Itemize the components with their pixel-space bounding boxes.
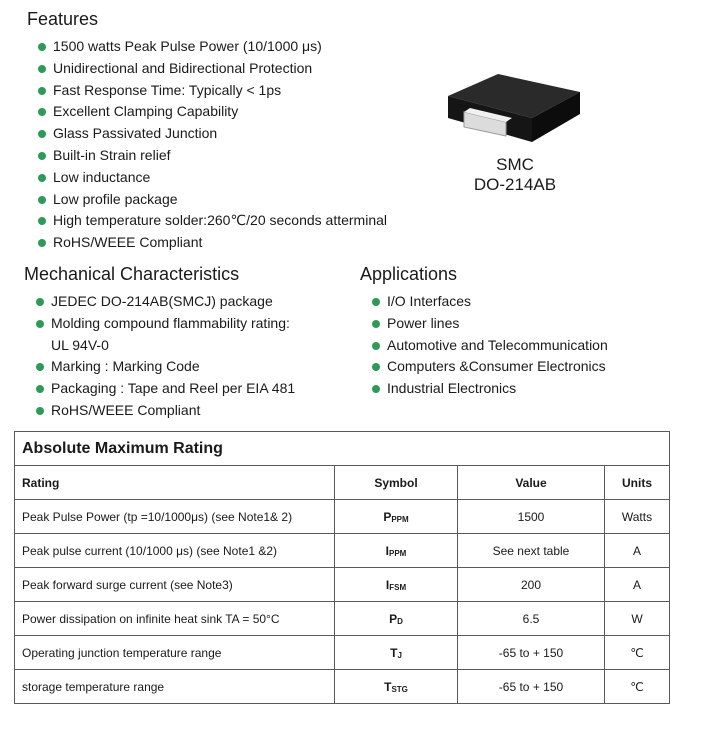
features-item: Low profile package [32, 189, 387, 211]
features-list [32, 36, 387, 254]
mechanical-item: Packaging : Tape and Reel per EIA 481 [30, 378, 295, 400]
units-cell: Watts [605, 500, 670, 534]
rating-cell: Peak Pulse Power (tp =10/1000μs) (see Note1& 2) [15, 500, 335, 534]
features-item: Glass Passivated Junction [32, 123, 387, 145]
symbol-cell: $P_D$ [335, 602, 458, 636]
bullet-icon [36, 407, 44, 415]
symbol-cell: $I_{FSM}$ [335, 568, 458, 602]
value-cell: -65 to + 150 [458, 670, 605, 704]
bullet-icon [372, 320, 380, 328]
mechanical-item: Molding compound flammability rating: [30, 313, 295, 335]
features-item: Fast Response Time: Typically < 1ps [32, 80, 387, 102]
features-heading: Features [27, 9, 99, 29]
value-cell: 1500 [458, 500, 605, 534]
table-header-row [15, 466, 670, 500]
features-item: Unidirectional and Bidirectional Protection [32, 58, 387, 80]
header-value: Value [458, 466, 605, 500]
applications-item: Power lines [366, 313, 608, 335]
units-cell: W [605, 602, 670, 636]
bullet-icon [372, 363, 380, 371]
bullet-icon [38, 43, 46, 51]
bullet-icon [38, 108, 46, 116]
symbol-cell: $T_J$ [335, 636, 458, 670]
features-item: Excellent Clamping Capability [32, 101, 387, 123]
applications-item: Computers &Consumer Electronics [366, 356, 608, 378]
rating-cell: Peak pulse current (10/1000 μs) (see Note1 &2) [15, 534, 335, 568]
features-item: RoHS/WEEE Compliant [32, 232, 387, 254]
bullet-icon [36, 363, 44, 371]
absolute-maximum-rating-table [14, 431, 670, 704]
applications-item: I/O Interfaces [366, 291, 608, 313]
units-cell: ℃ [605, 670, 670, 704]
package-label [440, 155, 590, 195]
table-row [15, 670, 670, 704]
rating-cell: Power dissipation on infinite heat sink TA = 50°C [15, 602, 335, 636]
bullet-icon [38, 217, 46, 225]
mechanical-item: JEDEC DO-214AB(SMCJ) package [30, 291, 295, 313]
mechanical-heading: Mechanical Characteristics [24, 264, 240, 284]
symbol-cell: $P_{PPM}$ [335, 500, 458, 534]
rating-cell: Peak forward surge current (see Note3) [15, 568, 335, 602]
value-cell: -65 to + 150 [458, 636, 605, 670]
bullet-icon [38, 239, 46, 247]
table-title: Absolute Maximum Rating [15, 432, 670, 466]
table-row [15, 534, 670, 568]
mechanical-list [30, 291, 295, 422]
bullet-icon [372, 298, 380, 306]
features-item: High temperature solder:260℃/20 seconds atterminal [32, 210, 387, 232]
bullet-icon [36, 385, 44, 393]
bullet-icon [372, 342, 380, 350]
symbol-cell: $T_{STG}$ [335, 670, 458, 704]
bullet-icon [372, 385, 380, 393]
value-cell: 6.5 [458, 602, 605, 636]
symbol-cell: $I_{PPM}$ [335, 534, 458, 568]
bullet-icon [36, 320, 44, 328]
units-cell: A [605, 534, 670, 568]
smc-package-icon [420, 70, 600, 150]
features-item: 1500 watts Peak Pulse Power (10/1000 μs) [32, 36, 387, 58]
value-cell: See next table [458, 534, 605, 568]
table-row [15, 602, 670, 636]
features-item: Low inductance [32, 167, 387, 189]
table-row [15, 568, 670, 602]
units-cell: A [605, 568, 670, 602]
units-cell: ℃ [605, 636, 670, 670]
header-units: Units [605, 466, 670, 500]
applications-item: Automotive and Telecommunication [366, 335, 608, 357]
header-rating: Rating [15, 466, 335, 500]
package-code: DO-214AB [473, 175, 557, 194]
applications-heading: Applications [360, 264, 458, 284]
applications-item: Industrial Electronics [366, 378, 608, 400]
package-name: SMC [496, 155, 534, 174]
bullet-icon [38, 152, 46, 160]
rating-cell: Operating junction temperature range [15, 636, 335, 670]
bullet-icon [36, 298, 44, 306]
mechanical-item: Marking : Marking Code [30, 356, 295, 378]
applications-list [366, 291, 608, 400]
rating-cell: storage temperature range [15, 670, 335, 704]
features-item: Built-in Strain relief [32, 145, 387, 167]
mechanical-item: UL 94V-0 [51, 336, 109, 353]
value-cell: 200 [458, 568, 605, 602]
bullet-icon [38, 130, 46, 138]
bullet-icon [38, 65, 46, 73]
mechanical-item: RoHS/WEEE Compliant [30, 400, 295, 422]
bullet-icon [38, 174, 46, 182]
bullet-icon [38, 87, 46, 95]
table-row [15, 636, 670, 670]
header-symbol: Symbol [335, 466, 458, 500]
bullet-icon [38, 196, 46, 204]
table-row [15, 500, 670, 534]
